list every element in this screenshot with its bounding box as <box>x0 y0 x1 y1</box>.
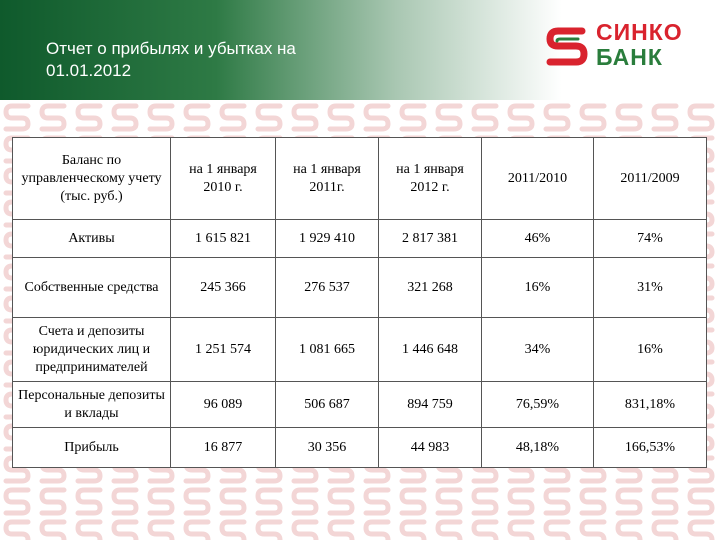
table-cell: 245 366 <box>171 258 276 318</box>
table-cell: 276 537 <box>276 258 379 318</box>
logo-text-line1: СИНКО <box>596 19 683 45</box>
logo-mark-icon <box>544 23 590 69</box>
table-cell: 2 817 381 <box>379 220 482 258</box>
balance-table <box>12 137 707 468</box>
table-cell: 76,59% <box>482 382 594 428</box>
table-row <box>13 428 707 468</box>
table-cell: 16% <box>594 318 707 382</box>
table-cell: 166,53% <box>594 428 707 468</box>
row-label: Активы <box>13 220 171 258</box>
header-cell: на 1 января 2010 г. <box>171 138 276 220</box>
slide-title: Отчет о прибылях и убытках на 01.01.2012 <box>46 39 296 80</box>
row-label: Прибыль <box>13 428 171 468</box>
table-cell: 894 759 <box>379 382 482 428</box>
table-cell: 46% <box>482 220 594 258</box>
table-cell: 1 081 665 <box>276 318 379 382</box>
bank-logo <box>544 19 704 71</box>
table-cell: 1 251 574 <box>171 318 276 382</box>
table-cell: 1 929 410 <box>276 220 379 258</box>
table-row <box>13 318 707 382</box>
table-cell: 16% <box>482 258 594 318</box>
header-cell: на 1 января 2012 г. <box>379 138 482 220</box>
table-cell: 30 356 <box>276 428 379 468</box>
table-cell: 1 446 648 <box>379 318 482 382</box>
table-header-row <box>13 138 707 220</box>
row-label: Собственные средства <box>13 258 171 318</box>
table-cell: 16 877 <box>171 428 276 468</box>
table-cell: 96 089 <box>171 382 276 428</box>
table-row <box>13 382 707 428</box>
logo-text-line2: БАНК <box>596 44 663 70</box>
table-cell: 74% <box>594 220 707 258</box>
header-cell: на 1 января 2011г. <box>276 138 379 220</box>
balance-table-container <box>12 137 706 467</box>
table-cell: 831,18% <box>594 382 707 428</box>
table-cell: 506 687 <box>276 382 379 428</box>
slide-header <box>0 0 720 100</box>
table-cell: 321 268 <box>379 258 482 318</box>
row-label: Персональные депозиты и вклады <box>13 382 171 428</box>
header-cell: Баланс по управленческому учету (тыс. руб.) <box>13 138 171 220</box>
header-cell: 2011/2010 <box>482 138 594 220</box>
table-row <box>13 258 707 318</box>
header-cell: 2011/2009 <box>594 138 707 220</box>
table-cell: 1 615 821 <box>171 220 276 258</box>
table-cell: 34% <box>482 318 594 382</box>
table-row <box>13 220 707 258</box>
table-cell: 31% <box>594 258 707 318</box>
table-cell: 44 983 <box>379 428 482 468</box>
row-label: Счета и депозиты юридических лиц и предпринимателей <box>13 318 171 382</box>
table-cell: 48,18% <box>482 428 594 468</box>
